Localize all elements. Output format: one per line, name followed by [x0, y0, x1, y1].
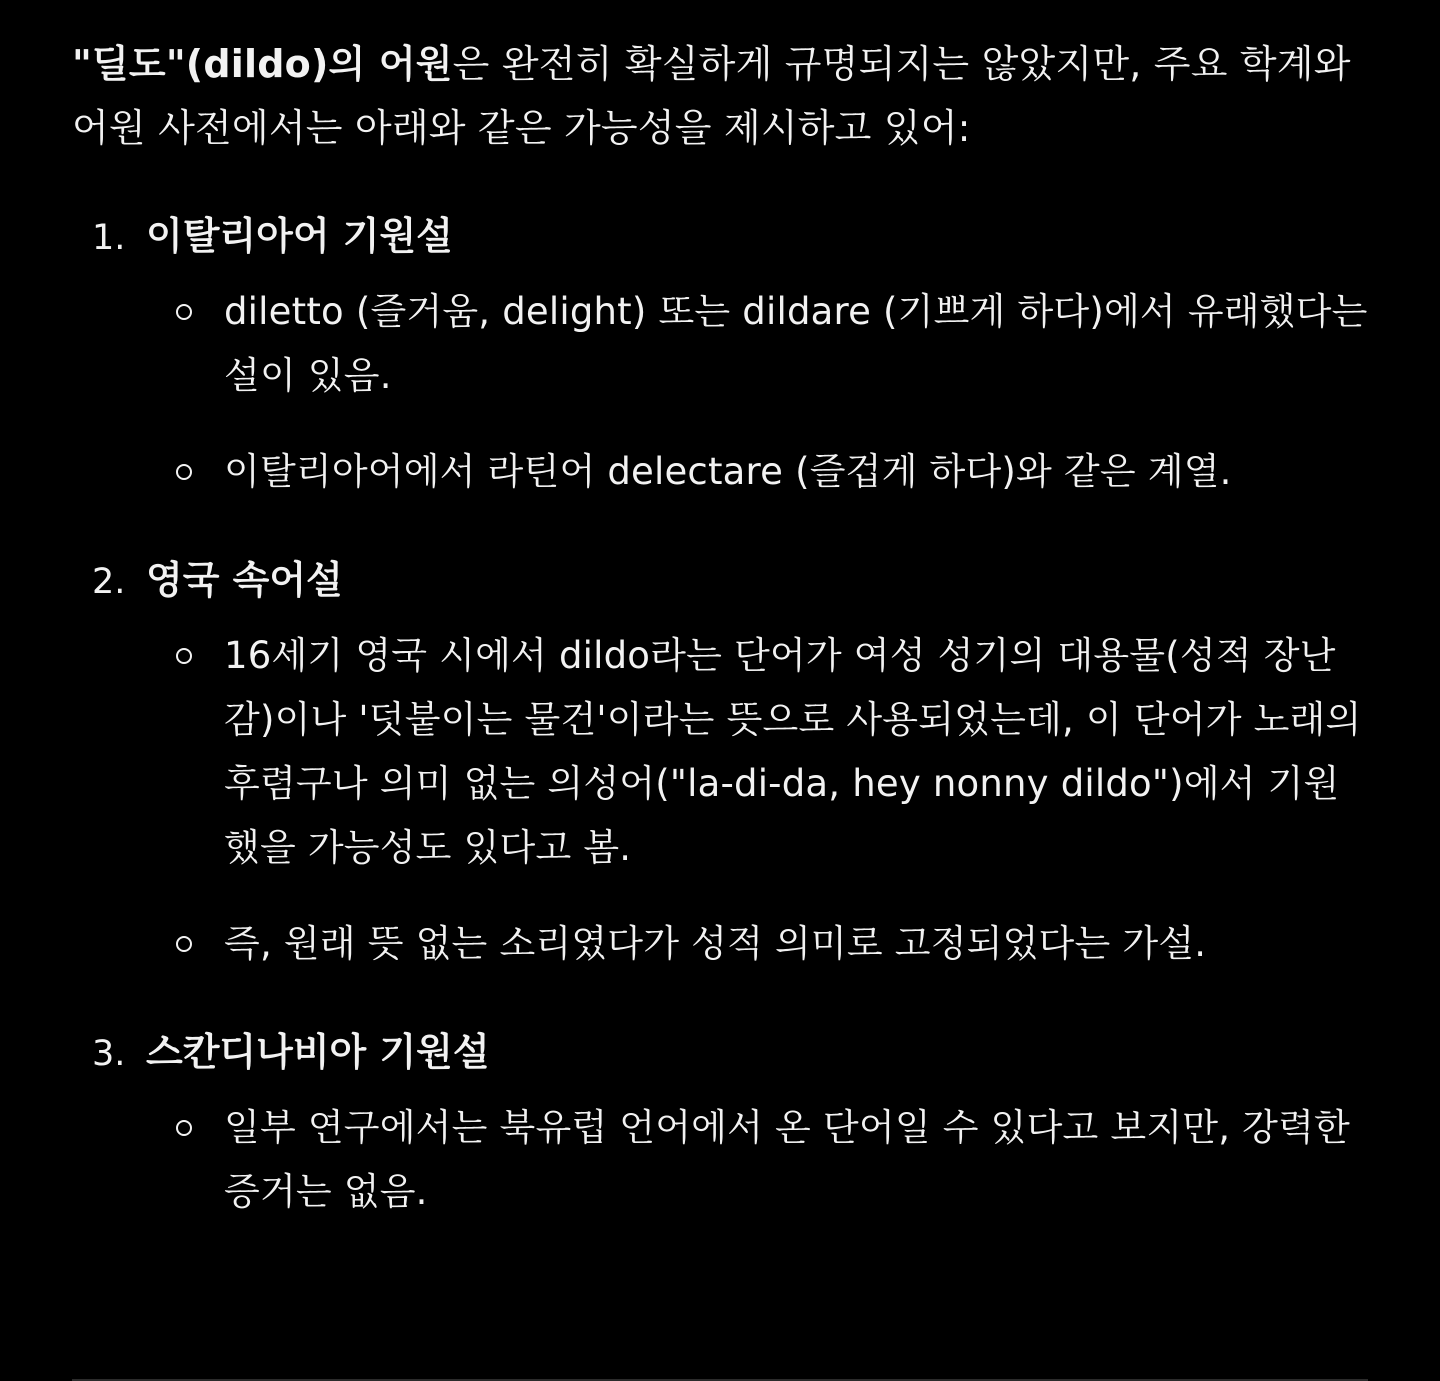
origin-section-english-slang [72, 536, 1368, 976]
intro-paragraph [72, 32, 1368, 160]
origin-list [72, 192, 1368, 1224]
section-title: 영국 속어설 [146, 558, 343, 602]
origin-section-italian [72, 192, 1368, 504]
hollow-circle-bullet-icon [176, 936, 192, 952]
section-heading [72, 192, 1368, 280]
list-item-text: diletto (즐거움, delight) 또는 dildare (기쁘게 하다)에서 유래했다는 설이 있음. [224, 290, 1368, 397]
section-number: 2. [92, 562, 126, 602]
hollow-circle-bullet-icon [176, 464, 192, 480]
list-item [72, 1096, 1368, 1224]
hollow-circle-bullet-icon [176, 304, 192, 320]
list-item-text: 일부 연구에서는 북유럽 언어에서 온 단어일 수 있다고 보지만, 강력한 증거는 없음. [224, 1106, 1350, 1213]
section-title: 이탈리아어 기원설 [146, 214, 453, 258]
hollow-circle-bullet-icon [176, 1120, 192, 1136]
list-item-text: 즉, 원래 뜻 없는 소리였다가 성적 의미로 고정되었다는 가설. [224, 922, 1207, 965]
list-item [72, 440, 1368, 504]
section-heading [72, 1008, 1368, 1096]
list-item-text: 이탈리아어에서 라틴어 delectare (즐겁게 하다)와 같은 계열. [224, 450, 1232, 493]
hollow-circle-bullet-icon [176, 648, 192, 664]
list-item [72, 912, 1368, 976]
origin-section-scandinavian [72, 1008, 1368, 1224]
list-item [72, 280, 1368, 408]
section-bullets [72, 280, 1368, 504]
section-heading [72, 536, 1368, 624]
list-item-text: 16세기 영국 시에서 dildo라는 단어가 여성 성기의 대용물(성적 장난감)이나 '덧붙이는 물건'이라는 뜻으로 사용되었는데, 이 단어가 노래의 후렴구나 의미 없는 의성어("la-di-da, hey nonny dildo")에서 기원했을 가능성도 있다고 봄. [224, 634, 1362, 869]
list-item [72, 624, 1368, 880]
section-bullets [72, 624, 1368, 976]
intro-text: 은 완전히 확실하게 규명되지는 않았지만, 주요 학계와 어원 사전에서는 아래와 같은 가능성을 제시하고 있어: [72, 42, 1351, 150]
section-bullets [72, 1096, 1368, 1224]
section-number: 1. [92, 218, 126, 258]
intro-bold-term: "딜도"(dildo)의 어원 [72, 42, 453, 86]
message-content [72, 32, 1368, 1256]
section-number: 3. [92, 1034, 126, 1074]
section-title: 스칸디나비아 기원설 [146, 1030, 490, 1074]
